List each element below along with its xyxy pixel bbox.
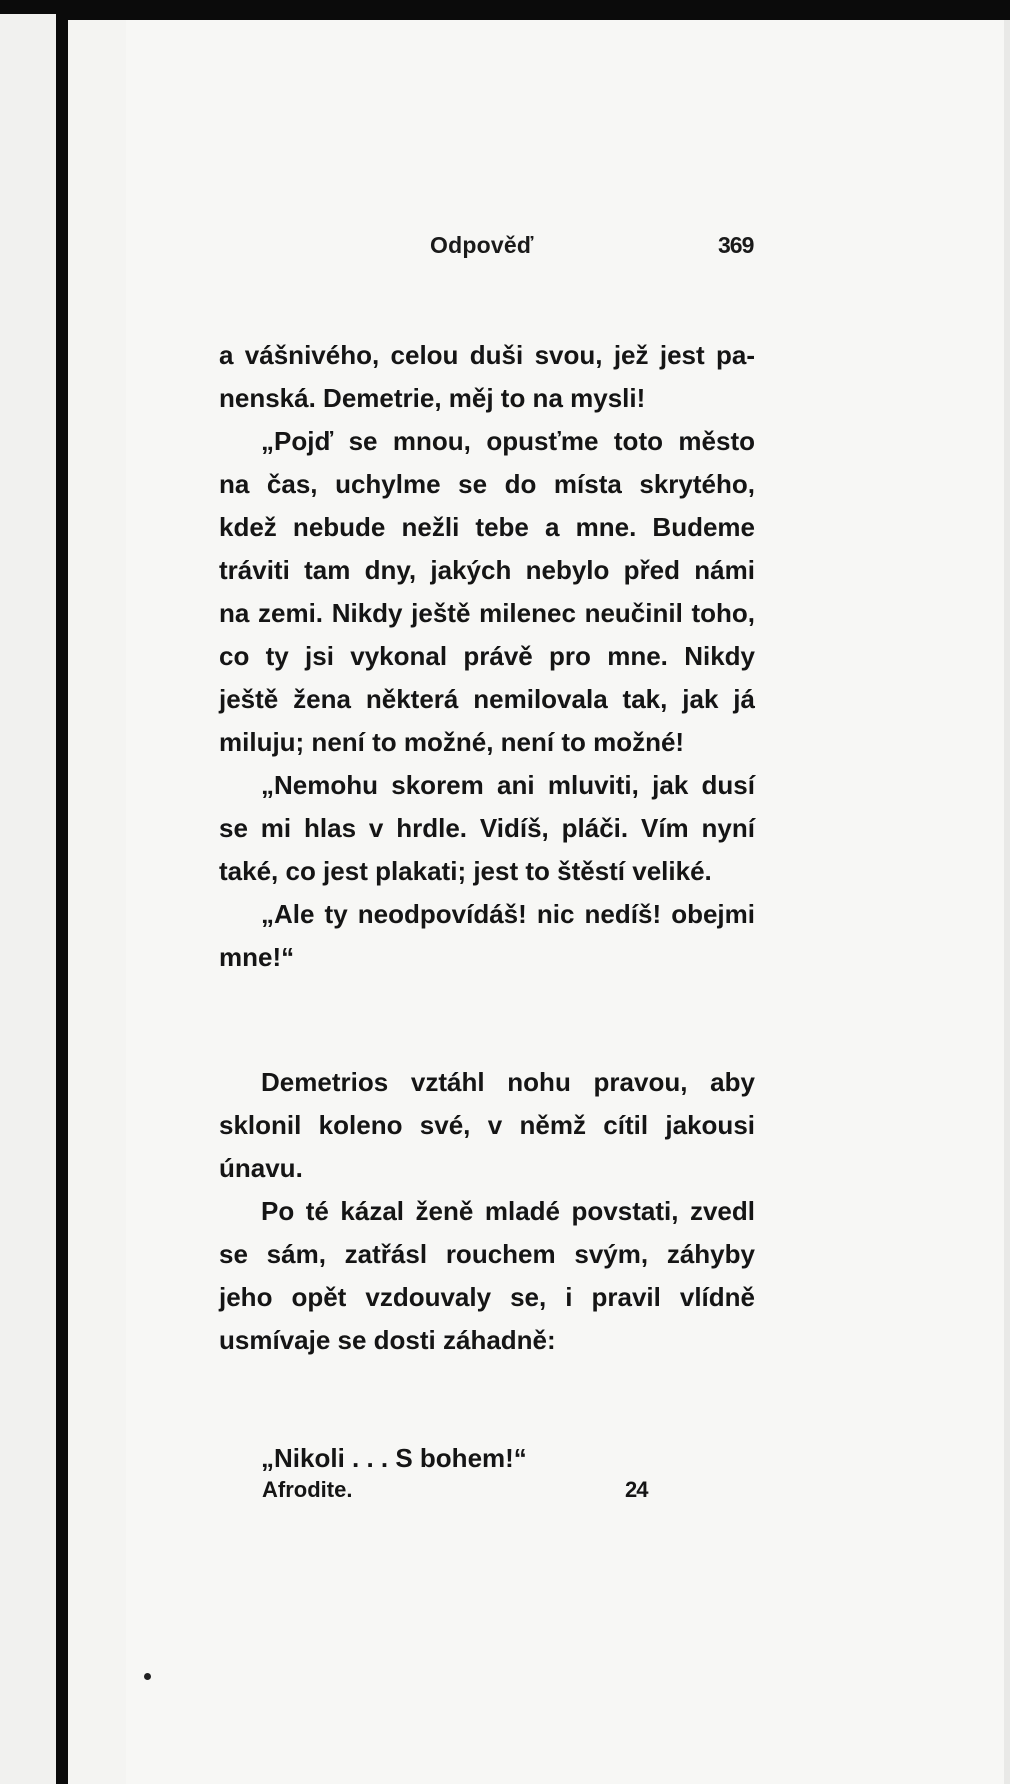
text-line: únavu.: [219, 1153, 303, 1183]
adjacent-page-edge: [0, 14, 56, 1784]
text-line: Demetrios vztáhl nohu pravou, aby: [261, 1067, 755, 1097]
text-line: a vášnivého, celou duši svou, jež jest pa-: [219, 340, 755, 370]
text-line: „Pojď se mnou, opusťme toto město: [261, 426, 755, 456]
text-line: na čas, uchylme se do místa skrytého,: [219, 469, 755, 499]
text-line: „Nikoli . . . S bohem!“: [261, 1443, 527, 1473]
ink-dot: [144, 1673, 151, 1680]
text-line: kdež nebude nežli tebe a mne. Budeme: [219, 512, 755, 542]
paragraph-block-3: [219, 1437, 755, 1480]
text-line: co ty jsi vykonal právě pro mne. Nikdy: [219, 641, 755, 671]
text-line: „Nemohu skorem ani mluviti, jak dusí: [261, 770, 755, 800]
running-title: Odpověď: [430, 232, 534, 258]
text-line: Po té kázal ženě mladé povstati, zvedl: [261, 1196, 755, 1226]
text-line: nenská. Demetrie, měj to na mysli!: [219, 383, 646, 413]
signature-number: 24: [625, 1477, 648, 1502]
text-line: na zemi. Nikdy ještě milenec neučinil toho,: [219, 598, 755, 628]
text-line: miluju; není to možné, není to možné!: [219, 727, 685, 757]
printer-signature: Afrodite.: [262, 1477, 353, 1502]
page-edge-right: [1004, 20, 1010, 1784]
page-number: 369: [718, 232, 754, 258]
text-line: se sám, zatřásl rouchem svým, záhyby: [219, 1239, 755, 1269]
text-line: ještě žena některá nemilovala tak, jak já: [219, 684, 755, 714]
text-line: „Ale ty neodpovídáš! nic nedíš! obejmi: [261, 899, 755, 929]
text-line: usmívaje se dosti záhadně:: [219, 1325, 556, 1355]
text-line: také, co jest plakati; jest to štěstí veliké.: [219, 856, 712, 886]
text-line: mne!“: [219, 942, 295, 972]
text-line: tráviti tam dny, jakých nebylo před námi: [219, 555, 755, 585]
paragraph-block-1: [219, 334, 755, 979]
text-line: se mi hlas v hrdle. Vidíš, pláči. Vím nyní: [219, 813, 755, 843]
text-line: jeho opět vzdouvaly se, i pravil vlídně: [219, 1282, 755, 1312]
text-line: sklonil koleno své, v němž cítil jakousi: [219, 1110, 755, 1140]
paragraph-block-2: [219, 1061, 755, 1362]
